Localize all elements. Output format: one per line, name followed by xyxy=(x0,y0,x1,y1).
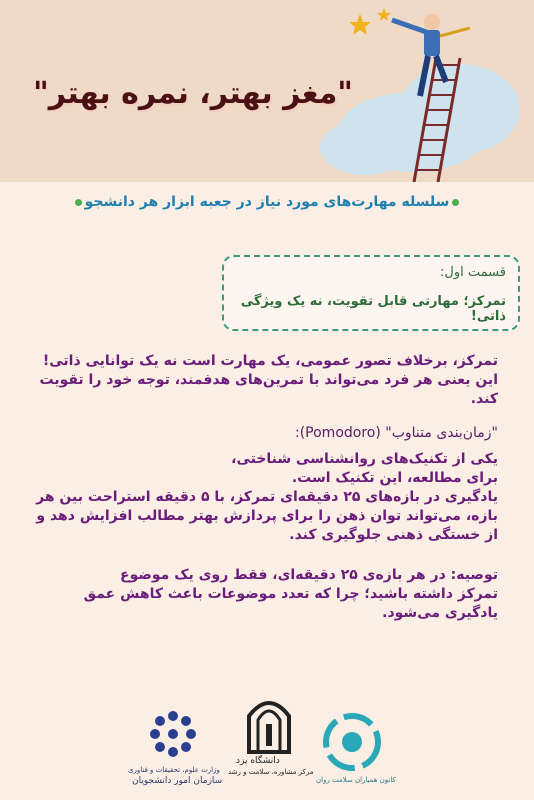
series-label xyxy=(0,194,534,210)
ministry-logo xyxy=(138,704,208,764)
bullet-icon xyxy=(452,199,459,206)
pomodoro-line-1: یکی از تکنیک‌های روانشناسی شناختی، برای مطالعه، این تکنیک است. xyxy=(231,451,498,486)
intro-line-2: این یعنی هر فرد می‌تواند با تمرین‌های هدفمند، توجه خود را تقویت کند. xyxy=(39,372,498,407)
ministry-caption-1: وزارت علوم، تحقیقات و فناوری xyxy=(128,766,220,774)
section-subtitle: تمرکز؛ مهارتی قابل تقویت، نه یک ویژگی ذاتی! xyxy=(240,294,506,324)
series-text: سلسله مهارت‌های مورد نیاز در جعبه ابزار هر دانشجو xyxy=(84,194,450,210)
yazd-caption-2: مرکز مشاوره، سلامت و رشد xyxy=(228,768,314,776)
advice-paragraph: توصیه: در هر بازه‌ی ۲۵ دقیقه‌ای، فقط روی یک موضوع تمرکز داشته باشید؛ چرا که تعدد موضوعات باعث کاهش عمق یادگیری می‌شود. xyxy=(83,567,498,621)
pomodoro-heading: "زمان‌بندی متناوب" (Pomodoro): xyxy=(294,425,498,441)
section-box xyxy=(222,255,520,331)
pomodoro-line-2: یادگیری در بازه‌های ۲۵ دقیقه‌ای تمرکز، با ۵ دقیقه استراحت بین هر بازه، می‌تواند توان ذهن را برای پردازش بهتر مطالب افزایش دهد و از خستگی ذهنی جلوگیری کند. xyxy=(36,489,498,543)
pomodoro-paragraph xyxy=(28,450,498,545)
yazd-caption-1: دانشگاه یزد xyxy=(236,756,280,766)
header-banner xyxy=(0,0,534,182)
yazd-university-logo xyxy=(244,694,294,754)
peer-health-logo xyxy=(322,712,382,772)
bullet-icon xyxy=(75,199,82,206)
star-icon xyxy=(349,14,371,35)
star-icon xyxy=(377,8,391,21)
logo-strip xyxy=(0,690,534,790)
peer-health-caption: کانون همیاران سلامت روان xyxy=(316,776,396,784)
intro-paragraph xyxy=(28,352,498,409)
section-heading: قسمت اول: xyxy=(440,265,506,280)
page-title: "مغز بهتر، نمره بهتر" xyxy=(33,76,353,111)
intro-line-1: تمرکز، برخلاف تصور عمومی، یک مهارت است نه یک توانایی ذاتی! xyxy=(42,353,498,369)
ministry-caption-2: سازمان امور دانشجویان xyxy=(132,776,223,786)
